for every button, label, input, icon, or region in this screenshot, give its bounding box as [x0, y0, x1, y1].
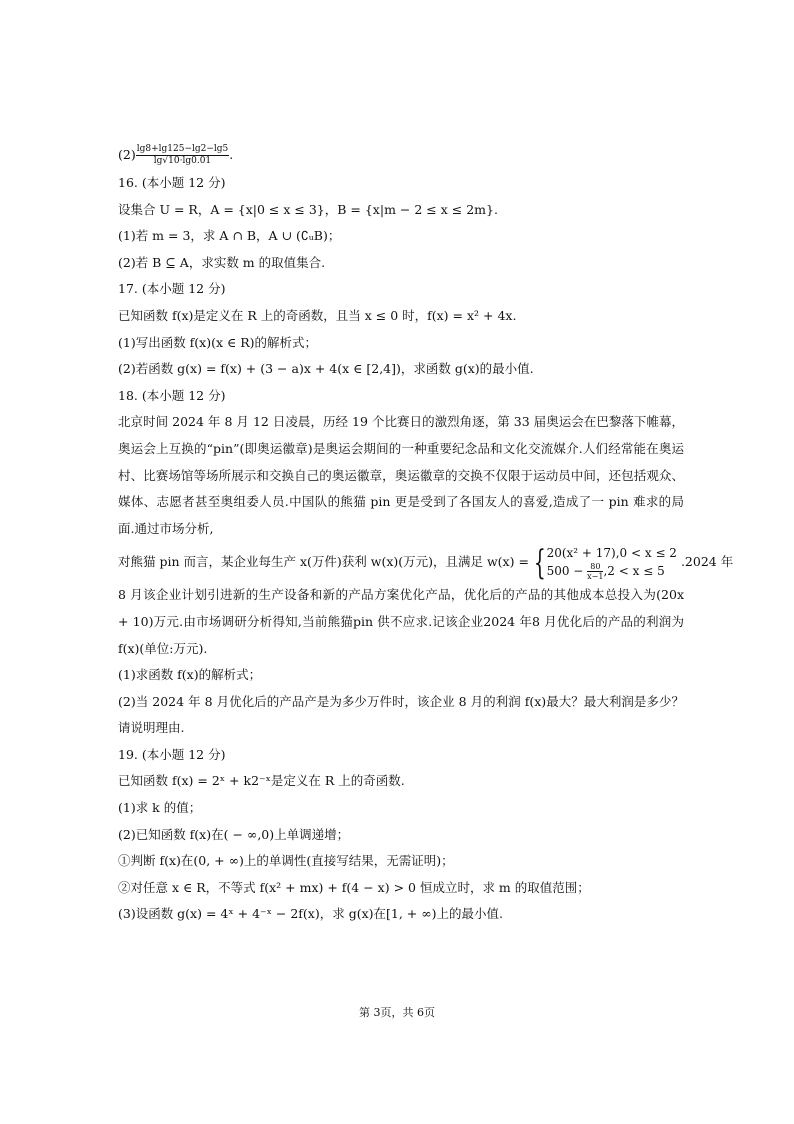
q16-stem: 设集合 U = R，A = {x|0 ≤ x ≤ 3}，B = {x|m − 2 ≤ x ≤ 2m}.: [118, 201, 498, 217]
q15-fraction: [136, 144, 230, 167]
piecewise-function: [533, 542, 677, 583]
q16-header: 16. (本小题 12 分): [118, 175, 226, 190]
q18-part2: (2)当 2024 年 8 月优化后的产品产是为多少万件时，该企业 8 月的利润 f(x)最大？最大利润是多少？请说明理由.: [118, 693, 684, 736]
page-footer: 第 3页，共 6页: [359, 1006, 435, 1019]
q18-paragraph-3: 8 月该企业计划引进新的生产设备和新的产品方案优化产品，优化后的产品的其他成本总投入为(20x + 10)万元.由市场调研分析得知,当前熊猫pin 供不应求.记该企业2024 年8 月优化后的产品的利润为f(x)(单位:万元).: [118, 587, 684, 656]
q15-part2-label: (2): [118, 147, 136, 162]
q15-numerator: lg8+lg125−lg2−lg5: [136, 144, 229, 154]
q19-stem: 已知函数 f(x) = 2ˣ + k2⁻ˣ是定义在 R 上的奇函数.: [118, 773, 405, 789]
q17-part2: (2)若函数 g(x) = f(x) + (3 − a)x + 4(x ∈ [2,4])，求函数 g(x)的最小值.: [118, 361, 534, 377]
q17-stem: 已知函数 f(x)是定义在 R 上的奇函数，且当 x ≤ 0 时，f(x) = x² + 4x.: [118, 307, 517, 323]
q18-paragraph-1: 北京时间 2024 年 8 月 12 日凌晨，历经 19 个比赛日的激烈角逐，第 33 届奥运会在巴黎落下帷幕，奥运会上互换的“pin”(即奥运徽章)是奥运会期间的一种重要纪念品和文化交流媒介.人们经常能在奥运村、比赛场馆等场所展示和交换自己的奥运徽章，奥运徽章的交换不仅限于运动员中间，还包括观众、媒体、志愿者甚至奥组委人员.中国队的熊猫 pin 更是受到了各国友人的喜爱,造成了一 pin 难求的局面.通过市场分析,: [118, 414, 684, 536]
q18-paragraph-2: 对熊猫 pin 而言，某企业每生产 x(万件)获利 w(x)(万元)，且满足 w(x) = { 20(x² + 17),0 < x ≤ 2 500 − $\frac{80}{x-1}$ ,2 < x ≤ 5 .2024 年: [118, 542, 734, 583]
case-2: 500 − $\frac{80}{x-1}$ ,2 < x ≤ 5: [546, 561, 665, 581]
q19-part2-1: ①判断 f(x)在(0, + ∞)上的单调性(直接写结果，无需证明)；: [118, 853, 454, 869]
brace-symbol: {: [533, 542, 546, 583]
q17-header: 17. (本小题 12 分): [118, 281, 226, 297]
q19-part3: (3)设函数 g(x) = 4ˣ + 4⁻ˣ − 2f(x)，求 g(x)在[1, + ∞)上的最小值.: [118, 906, 503, 922]
q16-part2: (2)若 B ⊆ A，求实数 m 的取值集合.: [118, 254, 326, 270]
document-page: [118, 140, 734, 928]
q18-part1: (1)求函数 f(x)的解析式；: [118, 667, 262, 683]
q19-part2: (2)已知函数 f(x)在( − ∞,0)上单调递增；: [118, 826, 350, 842]
case-1: 20(x² + 17),0 < x ≤ 2: [546, 545, 677, 560]
q19-part2-2: ②对任意 x ∈ R，不等式 f(x² + mx) + f(4 − x) > 0 恒成立时，求 m 的取值范围；: [118, 879, 590, 895]
q15-denominator: lg√10·lg0.01: [153, 156, 212, 166]
q18-header: 18. (本小题 12 分): [118, 387, 226, 403]
q19-part1: (1)求 k 的值；: [118, 800, 202, 816]
q16-part1: (1)若 m = 3，求 A ∩ B，A ∪ (∁ᵤB)；: [118, 228, 341, 244]
q19-header: 19. (本小题 12 分): [118, 746, 226, 762]
q15-part2: (2) $\frac{\lg 8+\lg 125-\lg 2-\lg 5}{\lg√10\cdot\lg 0.01}$ .: [118, 144, 234, 166]
q17-part1: (1)写出函数 f(x)(x ∈ R)的解析式；: [118, 334, 318, 350]
